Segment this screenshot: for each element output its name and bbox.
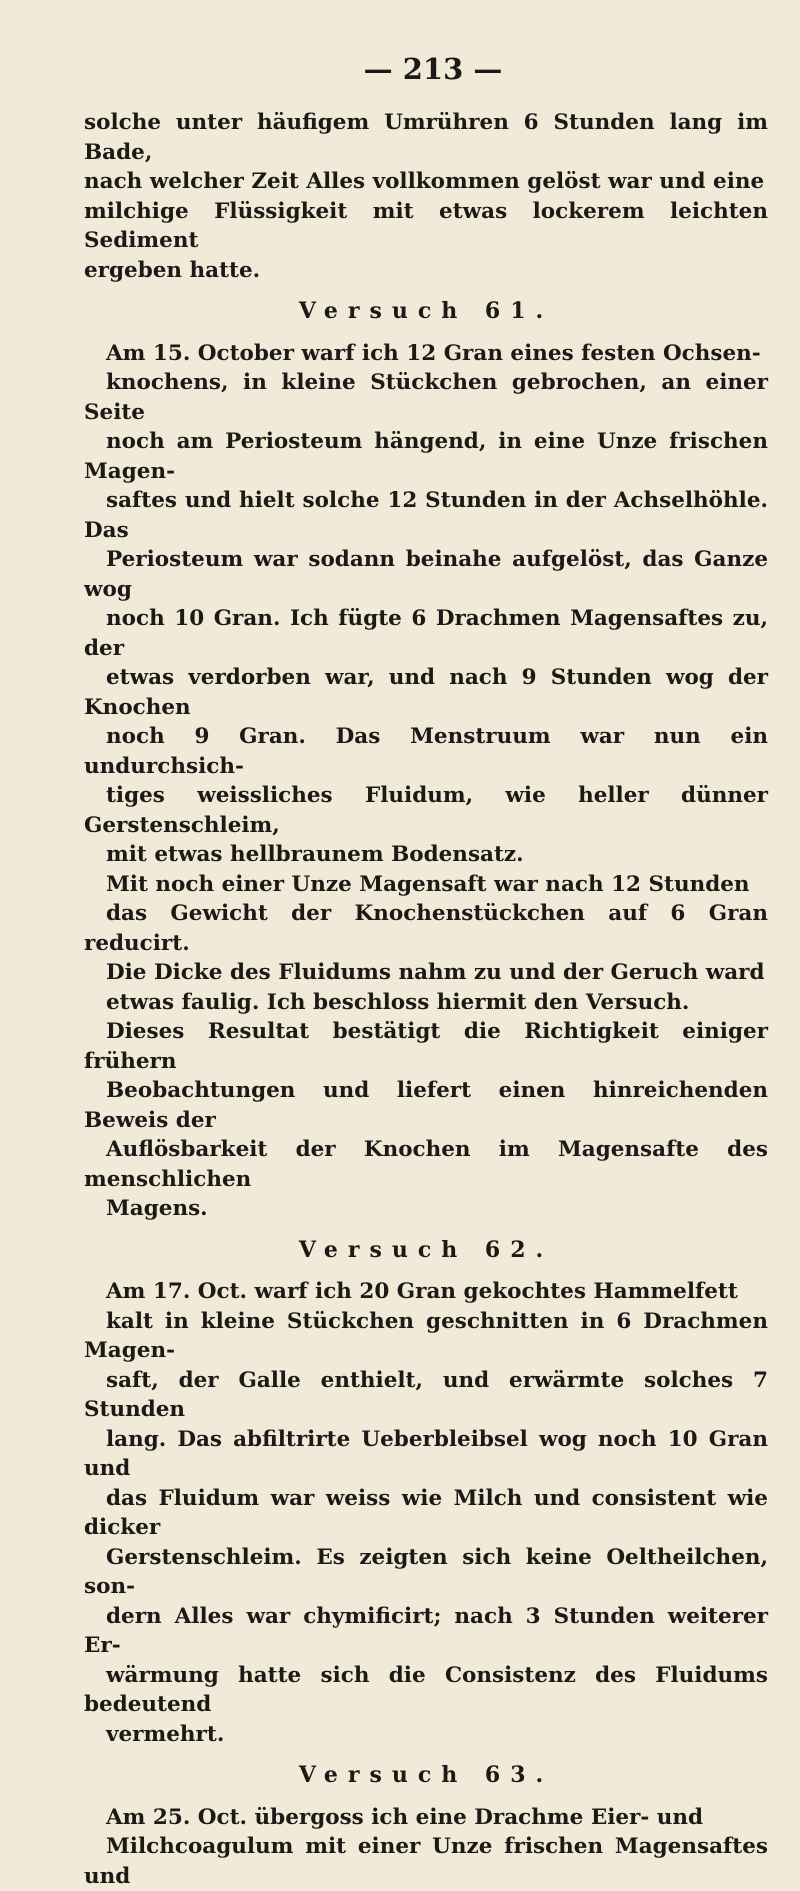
text-line: Beobachtungen und liefert einen hinreichenden Beweis der	[84, 1076, 768, 1135]
text-line: Gerstenschleim. Es zeigten sich keine Oeltheilchen, son-	[84, 1543, 768, 1602]
text-line: Am 17. Oct. warf ich 20 Gran gekochtes Hammelfett	[84, 1277, 768, 1307]
text-line: Periosteum war sodann beinahe aufgelöst, das Ganze wog	[84, 545, 768, 604]
text-line: lang. Das abfiltrirte Ueberbleibsel wog noch 10 Gran und	[84, 1425, 768, 1484]
text-line: saftes und hielt solche 12 Stunden in der Achselhöhle. Das	[84, 486, 768, 545]
text-line: ergeben hatte.	[84, 256, 768, 286]
text-line: das Gewicht der Knochenstückchen auf 6 Gran reducirt.	[84, 899, 768, 958]
text-line: mit etwas hellbraunem Bodensatz.	[84, 840, 768, 870]
text-line: wärmung hatte sich die Consistenz des Fluidums bedeutend	[84, 1661, 768, 1720]
text-line: Am 15. October warf ich 12 Gran eines festen Ochsen-	[84, 339, 768, 369]
paragraph-versuch-61	[84, 339, 768, 870]
paragraph-resultat	[84, 1017, 768, 1224]
text-line: kalt in kleine Stückchen geschnitten in 6 Drachmen Magen-	[84, 1307, 768, 1366]
text-line: noch 10 Gran. Ich fügte 6 Drachmen Magensaftes zu, der	[84, 604, 768, 663]
text-line: noch 9 Gran. Das Menstruum war nun ein undurchsich-	[84, 722, 768, 781]
text-line: milchige Flüssigkeit mit etwas lockerem leichten Sediment	[84, 197, 768, 256]
paragraph-magensaft	[84, 870, 768, 1018]
section-heading-versuch-61: Versuch 61.	[84, 297, 768, 327]
paragraph-versuch-63	[84, 1803, 768, 1891]
text-line: Mit noch einer Unze Magensaft war nach 12 Stunden	[84, 870, 768, 900]
text-line: Magens.	[84, 1194, 768, 1224]
text-line: etwas faulig. Ich beschloss hiermit den Versuch.	[84, 988, 768, 1018]
text-line: das Fluidum war weiss wie Milch und consistent wie dicker	[84, 1484, 768, 1543]
text-line: Auflösbarkeit der Knochen im Magensafte des menschlichen	[84, 1135, 768, 1194]
text-line: Die Dicke des Fluidums nahm zu und der Geruch ward	[84, 958, 768, 988]
text-line: noch am Periosteum hängend, in eine Unze frischen Magen-	[84, 427, 768, 486]
text-line: nach welcher Zeit Alles vollkommen gelöst war und eine	[84, 167, 768, 197]
text-line: dern Alles war chymificirt; nach 3 Stunden weiterer Er-	[84, 1602, 768, 1661]
paragraph-versuch-62	[84, 1277, 768, 1749]
paragraph-continuation	[84, 108, 768, 285]
text-line: vermehrt.	[84, 1720, 768, 1750]
text-line: saft, der Galle enthielt, und erwärmte solches 7 Stunden	[84, 1366, 768, 1425]
text-line: solche unter häufigem Umrühren 6 Stunden lang im Bade,	[84, 108, 768, 167]
text-line: Dieses Resultat bestätigt die Richtigkeit einiger frühern	[84, 1017, 768, 1076]
text-line: tiges weissliches Fluidum, wie heller dünner Gerstenschleim,	[84, 781, 768, 840]
section-heading-versuch-62: Versuch 62.	[84, 1236, 768, 1266]
text-line: Am 25. Oct. übergoss ich eine Drachme Eier- und	[84, 1803, 768, 1833]
section-heading-versuch-63: Versuch 63.	[84, 1761, 768, 1791]
text-line: Milchcoagulum mit einer Unze frischen Magensaftes und	[84, 1832, 768, 1891]
page-number-header: — 213 —	[84, 54, 768, 84]
text-line: knochens, in kleine Stückchen gebrochen, an einer Seite	[84, 368, 768, 427]
text-line: etwas verdorben war, und nach 9 Stunden wog der Knochen	[84, 663, 768, 722]
